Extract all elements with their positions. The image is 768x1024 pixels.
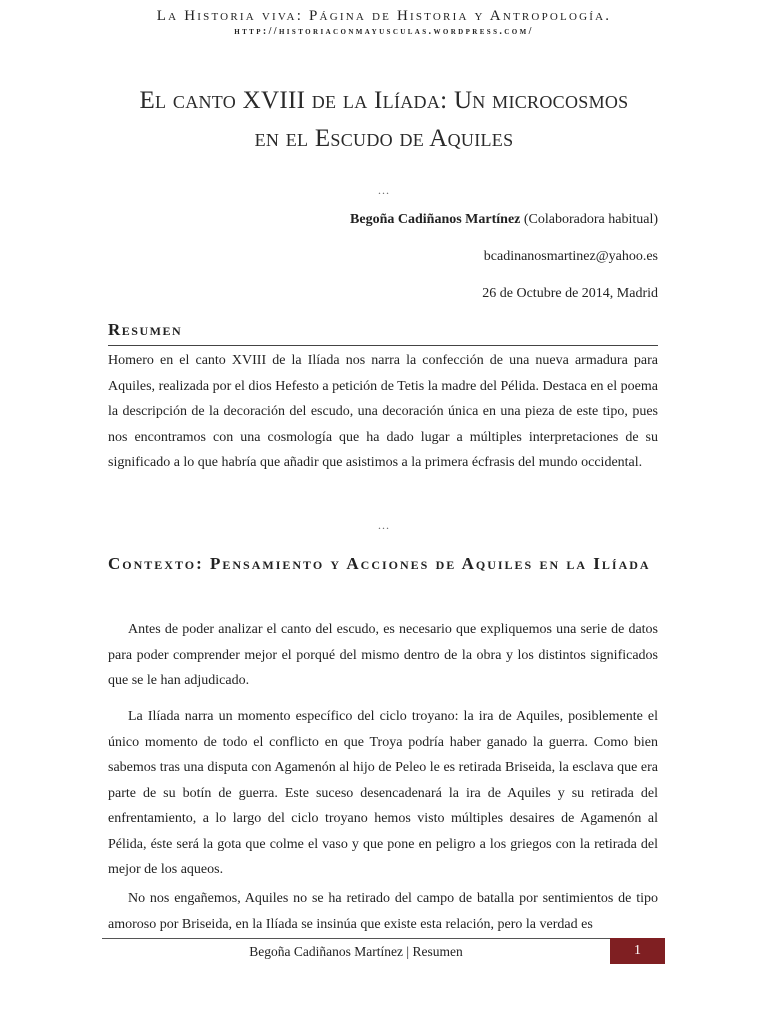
separator-dots: … — [377, 183, 391, 197]
paragraph-3: No nos engañemos, Aquiles no se ha retirado del campo de batalla por sentimientos de tipo amoroso por Briseida, en la Ilíada se insinúa que existe esta relación, pero la verdad es — [108, 891, 658, 932]
separator-dots-2: … — [377, 518, 391, 532]
paragraph-2: La Ilíada narra un momento específico del ciclo troyano: la ira de Aquiles, posiblemente el único momento de todo el conflicto en que Troya podría haber ganado la guerra. Como bien sabemos tras una disputa con Agamenón al hijo de Peleo le es retirada Briseida, la esclava que era parte de su botín de guerra. Este suceso desencadenará la ira de Aquiles y su retirada del enfrentamiento, a lo largo del ciclo troyano hemos visto múltiples desaires de Agamenón al Pélida, éste será la gota que colme el vaso y que pone en peligro a los griegos con la retirada del mejor de los aqueos. — [108, 709, 658, 877]
site-title: La Historia viva: Página de Historia y Antropología. — [156, 8, 612, 24]
date-place: 26 de Octubre de 2014, Madrid — [482, 286, 658, 301]
title-line-2: en el Escudo de Aquiles — [254, 125, 514, 152]
title-line-1: El canto XVIII de la Ilíada: Un microcosmos — [139, 87, 629, 114]
footer-rule — [102, 938, 665, 939]
resumen-text: Homero en el canto XVIII de la Ilíada nos narra la confección de una nueva armadura para Aquiles, realizada por el dios Hefesto a petición de Tetis la madre del Pélida. Destaca en el poema la descripción de la decoración del escudo, una decoración única en una pieza de este tipo, pues nos encontramos con una cosmología que ha dado lugar a múltiples interpretaciones de su significado a lo que habría que añadir que asistimos a la primera écfrasis del mundo occidental. — [108, 353, 658, 470]
author-email[interactable]: bcadinanosmartinez@yahoo.es — [483, 249, 658, 264]
footer-text: Begoña Cadiñanos Martínez | Resumen — [249, 944, 463, 959]
document-title — [100, 82, 668, 158]
resumen-heading: Resumen — [108, 320, 183, 339]
paragraph-1: Antes de poder analizar el canto del escudo, es necesario que expliquemos una serie de datos para poder comprender mejor el porqué del mismo dentro de la obra y los distintos significados que se le han adjudicado. — [108, 622, 658, 688]
page-header — [0, 8, 768, 37]
site-url[interactable]: http://historiaconmayusculas.wordpress.com/ — [234, 26, 534, 37]
author-line — [350, 212, 658, 228]
author-role: (Colaboradora habitual) — [520, 212, 658, 227]
page-number-badge: 1 — [610, 938, 665, 964]
author-name: Begoña Cadiñanos Martínez — [350, 212, 521, 227]
contexto-heading: Contexto: Pensamiento y Acciones de Aquiles en la Ilíada — [108, 554, 651, 573]
resumen-rule — [108, 345, 658, 346]
